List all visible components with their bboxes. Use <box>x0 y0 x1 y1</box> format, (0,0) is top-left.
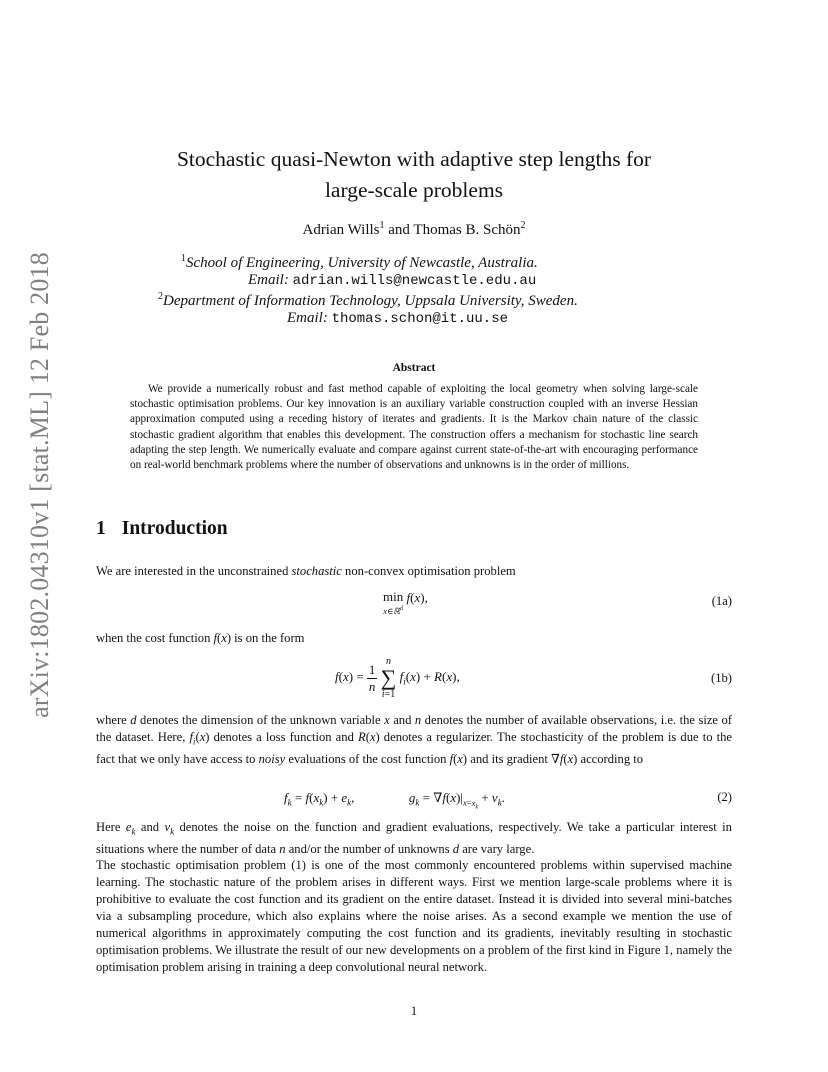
equation-1a: min x∈ℝ$^d$ f(x), <box>383 589 428 616</box>
p4-text: denotes the noise on the function and gradient evaluations, respectively. We take a particular interest in situations where the number of data <box>96 820 732 856</box>
paragraph-5: The stochastic optimisation problem (1) is one of the most commonly encountered problems within supervised machine learning. The stochastic nature of the problem arises in different ways. First we mention large-scale problems where it is prohibitive to evaluate the cost function and its gradient on the entire dataset. Instead it is divided into several mini-batches via a subsampling procedure, which also explains where the noise arises. As a second example we mention the use of numerical algorithms in approximately computing the cost function and its gradients, inevitably resulting in stochastic optimisation problems. We illustrate the result of our new developments on a problem of the first kind in Figure 1, namely the optimisation problem arising in training a deep convolutional neural network. <box>96 858 732 974</box>
paragraph-1 <box>96 563 732 580</box>
affiliation-1-sup: 1 <box>181 253 186 264</box>
affiliation-1 <box>181 253 538 272</box>
page-number: 1 <box>410 1003 418 1018</box>
paper-title <box>0 144 828 206</box>
p3-text: and <box>389 713 415 727</box>
section-title: Introduction <box>121 518 228 539</box>
p4-text: and <box>135 820 165 834</box>
p3-text: where <box>96 713 131 727</box>
paragraph-4: Here $e_k$ and $v_k$ denotes the noise on the function and gradient evaluations, respectively. We take a particular interest in situations where the number of data n and/or the number of unknowns d are vary large. <box>96 820 732 856</box>
p4-text: and/or the number of unknowns <box>285 841 453 856</box>
equation-1b-label: (1b) <box>711 671 732 685</box>
email-label: Email: <box>287 310 328 326</box>
equation-2-label: (2) <box>717 790 732 804</box>
affiliation-2 <box>158 291 578 310</box>
author-list <box>0 220 828 239</box>
p4-text: are vary large. <box>459 841 535 856</box>
affiliation-1-email[interactable]: adrian.wills@newcastle.edu.au <box>292 273 537 289</box>
p3-text: according to <box>577 751 644 766</box>
p1-text-a: We are interested in the unconstrained <box>96 564 292 578</box>
p3-text: denotes the dimension of the unknown variable <box>136 713 385 727</box>
affiliation-2-sup: 2 <box>158 291 163 302</box>
affiliation-1-email-line <box>248 272 536 289</box>
paragraph-3: where d denotes the dimension of the unknown variable x and n denotes the number of available observations, i.e. the size of the dataset. Here, $f_i(x)$ denotes a loss function and R(x) denotes a regularizer. The stochasticity of the problem is due to the fact that we only have access to noisy evaluations of the cost function f(x) and its gradient ∇f(x) according to <box>96 713 733 766</box>
author-conj: and <box>384 222 414 238</box>
section-number: 1 <box>96 518 106 539</box>
p3-text: denotes a loss function and <box>209 730 358 744</box>
p3-text: evaluations of the cost function <box>285 751 450 766</box>
author-1: Adrian Wills <box>302 222 380 238</box>
affiliation-2-email-line <box>287 310 508 327</box>
p2-text-a: when the cost function <box>96 631 214 645</box>
equation-1b: f(x) = $\frac{1}{n}$ n ∑ i=1 $f_i(x) + R(x)$, <box>335 656 460 700</box>
arxiv-id: arXiv:1802.04310v1 [stat.ML] 12 Feb 2018 <box>25 252 54 718</box>
affiliation-2-email[interactable]: thomas.schon@it.uu.se <box>331 311 509 327</box>
p3-text: and its gradient <box>467 751 552 766</box>
p1-text-b: non-convex optimisation problem <box>341 564 516 578</box>
section-heading <box>96 518 228 540</box>
affiliation-2-institution: Department of Information Technology, Uppsala University, Sweden. <box>163 293 578 309</box>
equation-1a-label: (1a) <box>711 594 732 608</box>
author-2: Thomas B. Schön <box>413 222 521 238</box>
author-1-sup: 1 <box>379 220 385 231</box>
p2-text-b: is on the form <box>231 631 305 645</box>
p3-text: denotes the number of available observations, i.e. the size of the dataset. Here, <box>96 713 732 744</box>
paragraph-2: when the cost function f(x) is on the form <box>96 631 305 645</box>
title-line-1: Stochastic quasi-Newton with adaptive step lengths for <box>176 147 652 171</box>
p1-emphasis: stochastic <box>291 564 342 578</box>
p3-emphasis: noisy <box>258 751 286 766</box>
p4-text: Here <box>96 820 126 834</box>
abstract-text: We provide a numerically robust and fast method capable of exploiting the local geometry when solving large-scale stochastic optimisation problems. Our key innovation is an auxiliary variable construction coupled with an inverse Hessian approximation computed using a receding history of iterates and gradients. It is the Markov chain nature of the classic stochastic gradient algorithm that enables this development. The construction offers a mechanism for stochastic line search adapting the step length. We numerically evaluate and compare against current state-of-the-art with encouraging performance on real-world benchmark problems where the number of observations and unknowns is in the order of millions. <box>130 383 698 472</box>
arxiv-sidebar-stamp <box>20 252 60 718</box>
author-2-sup: 2 <box>520 220 526 231</box>
title-line-2: large-scale problems <box>324 178 504 202</box>
equation-2: $f_k = f(x_k) + e_k$, $g_k = \nabla f(x)|_{x=x_k} + v_k$. <box>284 790 505 811</box>
affiliation-1-institution: School of Engineering, University of Newcastle, Australia. <box>186 255 538 271</box>
abstract-heading: Abstract <box>392 362 436 374</box>
email-label: Email: <box>248 272 289 288</box>
p3-text: denotes a regularizer. The stochasticity of the problem is due to the fact that we only have access to <box>96 730 733 766</box>
